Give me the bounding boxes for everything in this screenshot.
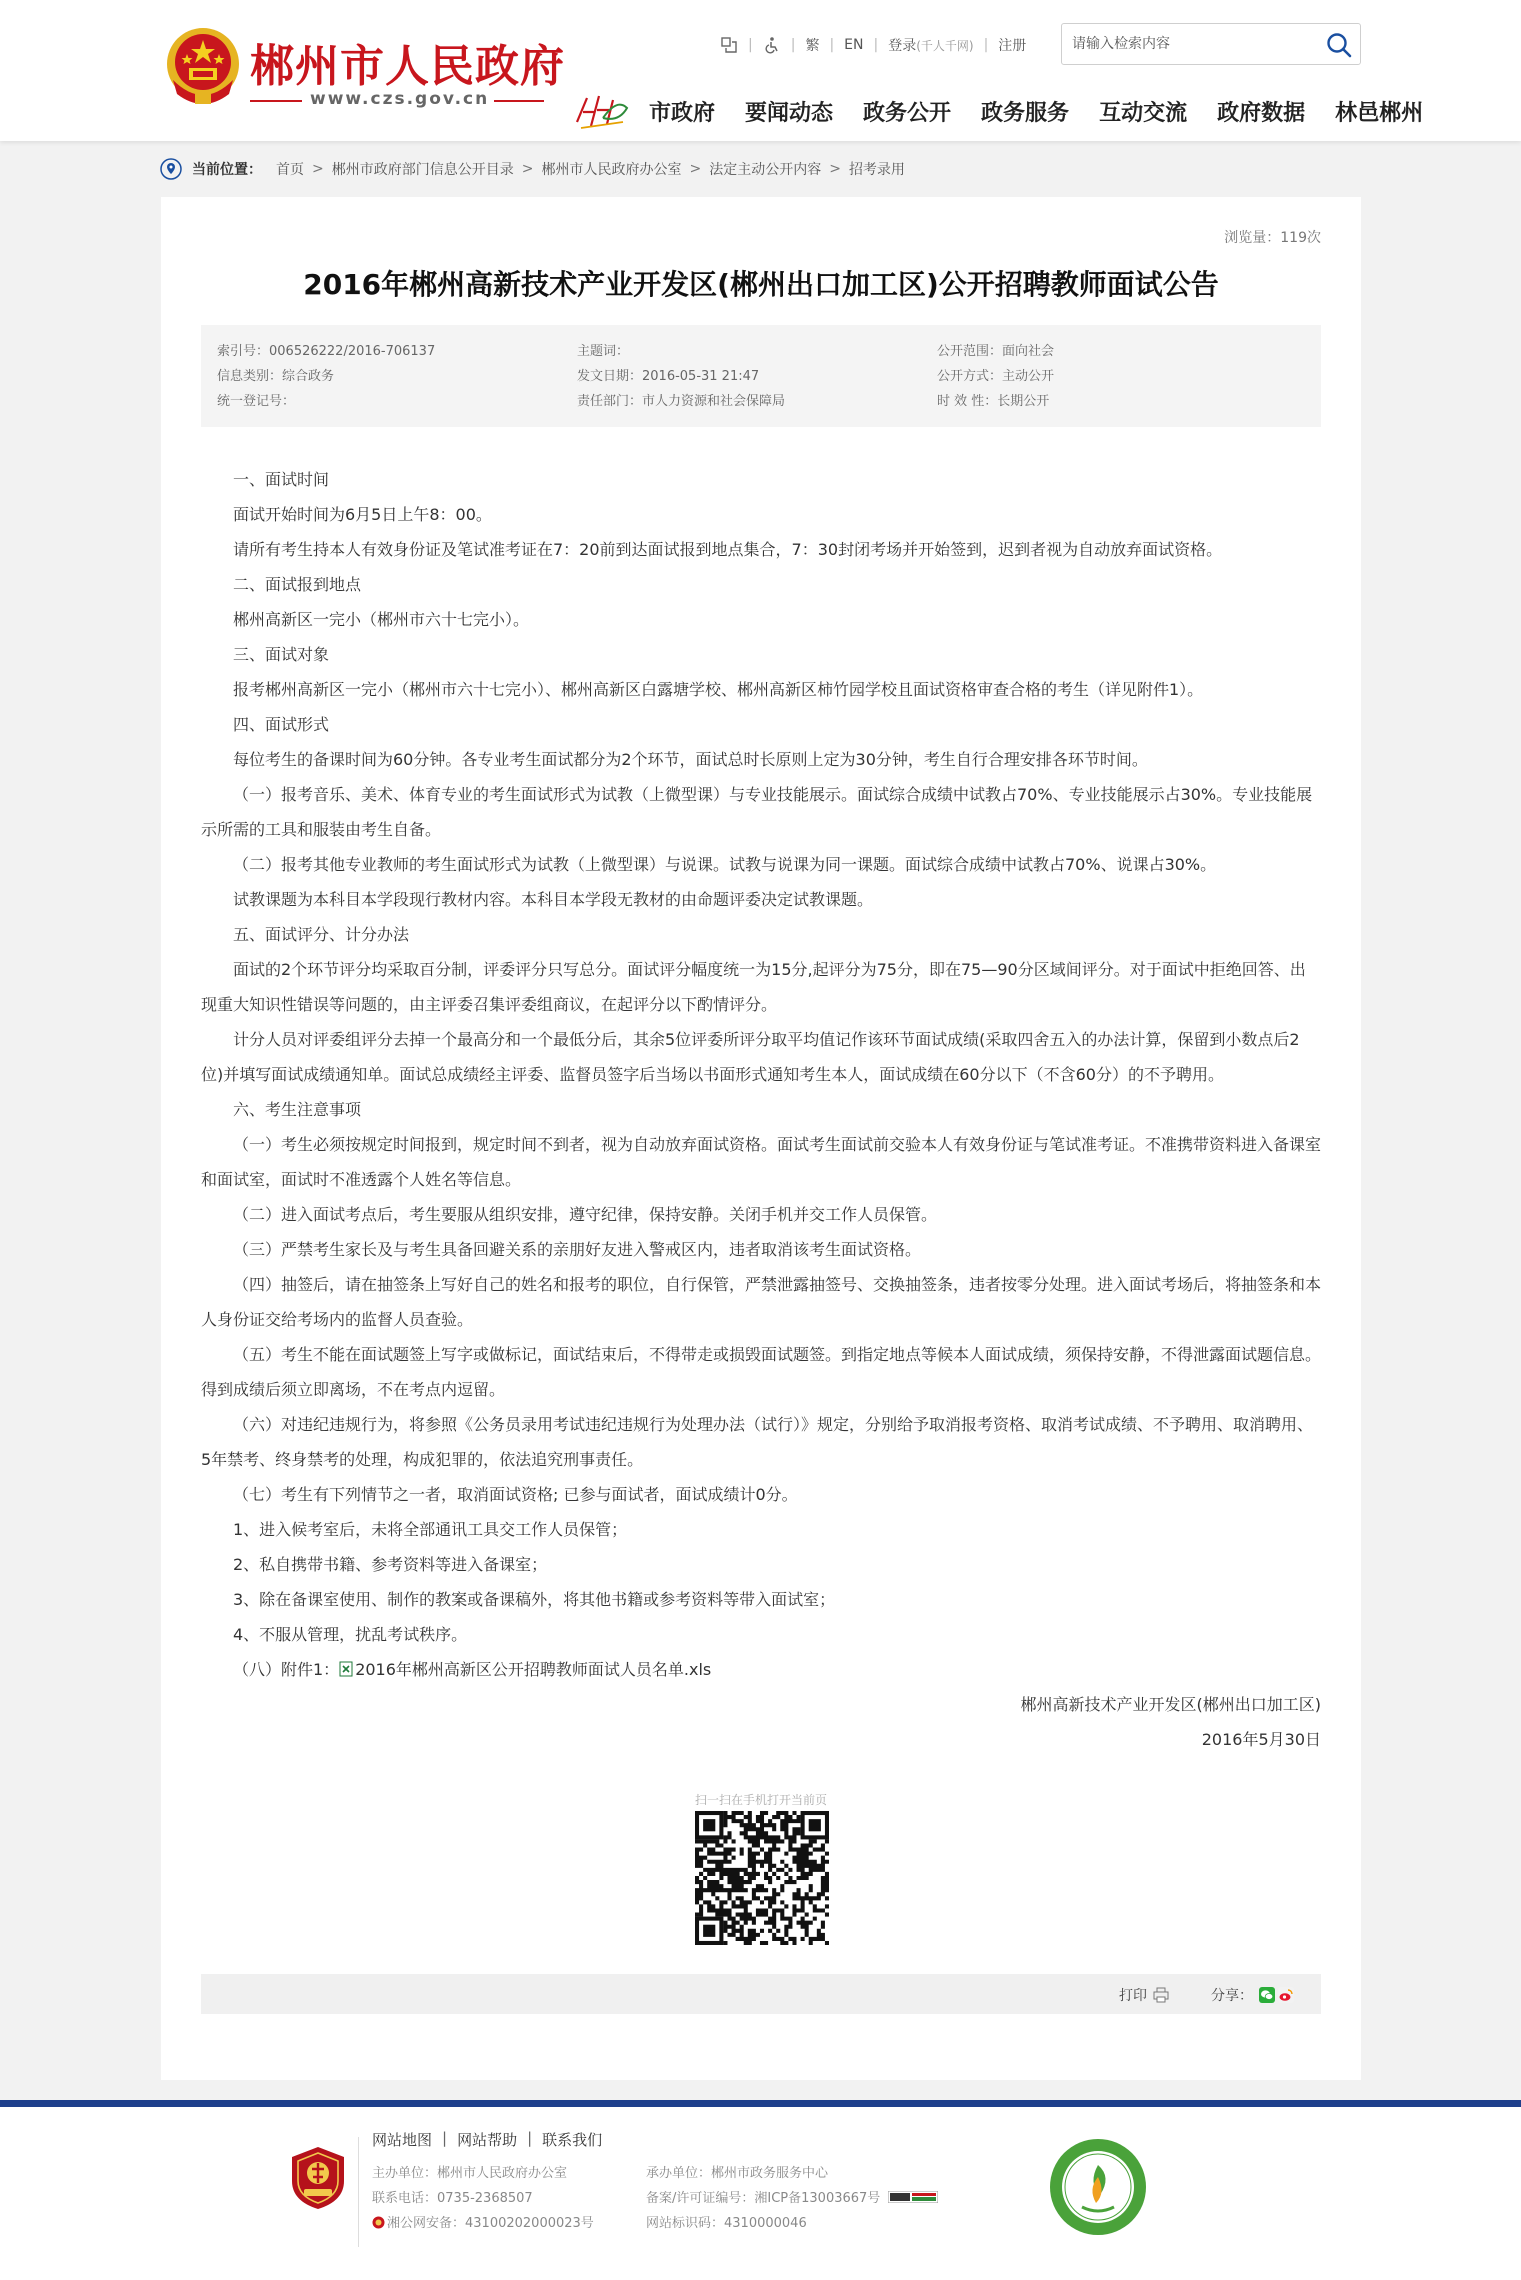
view-count: 浏览量：119次 (1224, 230, 1321, 246)
breadcrumb-office[interactable]: 郴州市人民政府办公室 (541, 162, 682, 178)
nav-item-linyi-chenzhou[interactable]: 林邑郴州 (1335, 101, 1424, 126)
breadcrumb-separator: > (312, 161, 324, 177)
top-tools (720, 34, 1026, 56)
meta-index-no: 索引号：006526222/2016-706137 (217, 344, 436, 359)
accessibility-mode-icon[interactable] (720, 36, 738, 54)
article-tools-bar (201, 1974, 1321, 2014)
list-item: 4、不服从管理，扰乱考试秩序。 (233, 1625, 468, 1644)
qr-caption: 扫一扫在手机打开当前页 (694, 1793, 827, 1807)
breadcrumb-disclosure[interactable]: 法定主动公开内容 (709, 162, 822, 178)
tools-separator: | (790, 37, 796, 53)
section-heading: 二、面试报到地点 (233, 575, 362, 594)
paragraph: （二）报考其他专业教师的考生面试形式为试教（上微型课）与说课。试教与说课为同一课题。面试综合成绩中试教占70%、说课占30%。 (233, 855, 1217, 874)
breadcrumb-separator: > (829, 161, 841, 177)
register-link[interactable]: 注册 (998, 38, 1027, 54)
article-body (201, 462, 1321, 1757)
meta-validity: 时 效 性：长期公开 (937, 394, 1050, 409)
qr-code-icon (695, 1811, 829, 1945)
meta-pub-date: 发文日期：2016-05-31 21:47 (577, 369, 760, 384)
footer-link-separator: | (527, 2129, 533, 2147)
footer-info-left (372, 2161, 594, 2236)
breadcrumb-recruitment[interactable]: 招考录用 (848, 162, 905, 178)
tools-separator: | (748, 37, 753, 53)
meta-method: 公开方式：主动公开 (937, 369, 1055, 384)
search-icon[interactable] (1326, 32, 1352, 58)
site-title[interactable]: 郴州市人民政府 (250, 41, 565, 92)
footer-undertaker: 承办单位：郴州市政务服务中心 (646, 2166, 829, 2181)
paragraph (201, 952, 1321, 1022)
nav-item-interaction[interactable]: 互动交流 (1099, 101, 1188, 126)
nav-item-government-data[interactable]: 政府数据 (1217, 101, 1306, 126)
nav-item-government-services[interactable]: 政务服务 (981, 101, 1070, 126)
footer-police[interactable]: 湘公网安备：43100202000023号 (387, 2216, 594, 2231)
paragraph: （三）严禁考生家长及与考生具备回避关系的亲朋好友进入警戒区内，违者取消该考生面试资格。 (233, 1240, 922, 1259)
print-button[interactable] (1119, 1985, 1169, 2005)
paragraph (201, 777, 1321, 847)
login-link[interactable]: 登录 (888, 38, 917, 54)
national-emblem-icon[interactable] (163, 24, 243, 108)
footer-link-contact[interactable]: 联系我们 (542, 2131, 603, 2149)
footer-police-line (372, 2211, 594, 2236)
paragraph-text: 面试的2个环节评分均采取百分制，评委评分只写总分。面试评分幅度统一为15分,起评分为75分，即在75—90分区域间评分。对于面试中拒绝回答、出现重大知识性错误等问题的，由主评委召集评委组商议，在起评分以下酌情评分。 (201, 960, 1306, 1014)
footer-link-separator: | (442, 2129, 448, 2147)
article-meta (201, 325, 1321, 427)
location-pin-icon (160, 158, 182, 180)
breadcrumb-separator: > (689, 161, 702, 177)
police-badge-icon (372, 2216, 385, 2229)
breadcrumb-home[interactable]: 首页 (276, 162, 304, 178)
signature-date: 2016年5月30日 (1201, 1730, 1321, 1749)
print-label: 打印 (1119, 1988, 1147, 2004)
attachment-prefix: （八）附件1： (233, 1660, 340, 1679)
site-url-block (250, 86, 544, 116)
paragraph-text: （六）对违纪违规行为，将参照《公务员录用考试违纪违规行为处理办法（试行）》规定，分别给予取消报考资格、取消考试成绩、不予聘用、取消聘用、5年禁考、终身禁考的处理，构成犯罪的，依法追究刑事责任。 (201, 1415, 1314, 1469)
meta-scope: 公开范围：面向社会 (937, 344, 1055, 359)
paragraph: 请所有考生持本人有效身份证及笔试准考证在7：20前到达面试报到地点集合，7：30封闭考场并开始签到，迟到者视为自动放弃面试资格。 (233, 540, 1223, 559)
search-box (1061, 23, 1361, 65)
section-heading: 一、面试时间 (233, 470, 330, 489)
attachment-line (201, 1652, 1321, 1687)
footer-link-sitemap[interactable]: 网站地图 (372, 2131, 433, 2149)
paragraph-text: 计分人员对评委组评分去掉一个最高分和一个最低分后，其余5位评委所评分取平均值记作该环节面试成绩(采取四舍五入的办法计算，保留到小数点后2位)并填写面试成绩通知单。面试总成绩经主评委、监督员签字后当场以书面形式通知考生本人，面试成绩在60分以下（不含60分）的不予聘用。 (201, 1030, 1300, 1084)
breadcrumb-label: 当前位置： (192, 162, 262, 178)
meta-column (937, 339, 1054, 414)
calligraphy-logo-icon (573, 92, 631, 130)
cnzz-stats-icon[interactable] (888, 2191, 938, 2203)
search-input[interactable] (1072, 32, 1312, 56)
tools-separator: | (829, 37, 835, 53)
nav-item-government-affairs[interactable]: 政务公开 (863, 101, 952, 126)
paragraph (201, 1022, 1321, 1092)
footer-links (372, 2129, 602, 2150)
signature-org: 郴州高新技术产业开发区(郴州出口加工区) (1020, 1695, 1321, 1714)
civilization-city-badge-icon[interactable] (1048, 2137, 1148, 2237)
meta-dept: 责任部门：市人力资源和社会保障局 (577, 394, 786, 409)
paragraph-text: （一）考生必须按规定时间报到，规定时间不到者，视为自动放弃面试资格。面试考生面试前交验本人有效身份证与笔试准考证。不准携带资料进入备课室和面试室，面试时不准透露个人姓名等信息。 (201, 1135, 1322, 1189)
paragraph: （七）考生有下列情节之一者，取消面试资格; 已参与面试者，面试成绩计0分。 (233, 1485, 798, 1504)
list-item: 1、进入候考室后，未将全部通讯工具交工作人员保管； (233, 1520, 628, 1539)
party-organ-badge-icon[interactable] (290, 2145, 346, 2211)
footer-icp[interactable]: 备案/许可证编号：湘ICP备13003667号 (646, 2191, 881, 2206)
footer-top-line (0, 2100, 1521, 2107)
list-item: 2、私自携带书籍、参考资料等进入备课室； (233, 1555, 548, 1574)
paragraph (201, 1407, 1321, 1477)
footer-divider (358, 2137, 359, 2247)
paragraph: （二）进入面试考点后，考生要服从组织安排，遵守纪律，保持安静。关闭手机并交工作人员保管。 (233, 1205, 938, 1224)
site-footer (0, 2107, 1521, 2280)
meta-reg-no: 统一登记号： (217, 394, 296, 409)
tools-separator: | (983, 37, 989, 53)
footer-site-code: 网站标识码：4310000046 (646, 2216, 807, 2231)
tools-separator: | (873, 37, 879, 53)
main-nav (649, 96, 1423, 127)
weibo-icon[interactable] (1278, 1987, 1294, 2003)
nav-item-news[interactable]: 要闻动态 (745, 101, 834, 126)
traditional-chinese-link[interactable]: 繁 (805, 38, 820, 54)
meta-info-category: 信息类别：综合政务 (217, 369, 335, 384)
article-title: 2016年郴州高新技术产业开发区(郴州出口加工区)公开招聘教师面试公告 (303, 268, 1219, 301)
breadcrumb (160, 158, 905, 180)
meta-subject: 主题词： (577, 344, 630, 359)
english-link[interactable]: EN (844, 37, 864, 53)
url-left-line (250, 100, 302, 102)
section-heading: 四、面试形式 (233, 715, 330, 734)
paragraph-text: （一）报考音乐、美术、体育专业的考生面试形式为试教（上微型课）与专业技能展示。面试综合成绩中试教占70%、专业技能展示占30%。专业技能展示所需的工具和服装由考生自备。 (201, 785, 1313, 839)
breadcrumb-separator: > (521, 161, 534, 177)
meta-column (577, 339, 785, 414)
excel-file-icon (339, 1661, 353, 1677)
footer-phone: 联系电话：0735-2368507 (372, 2191, 533, 2206)
site-header (0, 0, 1521, 141)
attachment-link[interactable]: 2016年郴州高新区公开招聘教师面试人员名单.xls (355, 1660, 712, 1679)
footer-host: 主办单位：郴州市人民政府办公室 (372, 2166, 568, 2181)
paragraph (201, 1267, 1321, 1337)
section-heading: 六、考生注意事项 (233, 1100, 362, 1119)
article-card (161, 197, 1361, 2080)
footer-icp-line (646, 2186, 938, 2211)
section-heading: 三、面试对象 (233, 645, 330, 664)
nav-item-city-government[interactable]: 市政府 (649, 101, 716, 126)
paragraph: 试教课题为本科目本学段现行教材内容。本科目本学段无教材的由命题评委决定试教课题。 (233, 890, 874, 909)
share-group (1211, 1985, 1294, 2005)
paragraph: 郴州高新区一完小（郴州市六十七完小）。 (233, 610, 530, 629)
paragraph (201, 1127, 1321, 1197)
site-url: www.czs.gov.cn (310, 89, 490, 109)
breadcrumb-catalog[interactable]: 郴州市政府部门信息公开目录 (331, 162, 514, 178)
section-heading: 五、面试评分、计分办法 (233, 925, 410, 944)
paragraph-text: （四）抽签后，请在抽签条上写好自己的姓名和报考的职位，自行保管，严禁泄露抽签号、交换抽签条，违者按零分处理。进入面试考场后，将抽签条和本人身份证交给考场内的监督人员查验。 (201, 1275, 1322, 1329)
login-note: (千人千网) (916, 38, 974, 53)
footer-info-right (646, 2161, 938, 2236)
footer-link-help[interactable]: 网站帮助 (457, 2131, 518, 2149)
meta-column (217, 339, 435, 414)
wechat-icon[interactable] (1259, 1987, 1275, 2003)
paragraph: 报考郴州高新区一完小（郴州市六十七完小）、郴州高新区白露塘学校、郴州高新区柿竹园学校且面试资格审查合格的考生（详见附件1）。 (233, 680, 1204, 699)
paragraph: 面试开始时间为6月5日上午8：00。 (233, 505, 492, 524)
paragraph (201, 1337, 1321, 1407)
list-item: 3、除在备课室使用、制作的教案或备课稿外，将其他书籍或参考资料等带入面试室； (233, 1590, 836, 1609)
url-right-line (494, 100, 544, 102)
printer-icon (1153, 1987, 1169, 2003)
share-label: 分享： (1211, 1988, 1253, 2004)
wheelchair-icon[interactable] (763, 36, 781, 54)
paragraph-text: （五）考生不能在面试题签上写字或做标记，面试结束后，不得带走或损毁面试题签。到指定地点等候本人面试成绩，须保持安静，不得泄露面试题信息。得到成绩后须立即离场，不在考点内逗留。 (201, 1345, 1322, 1399)
paragraph: 每位考生的备课时间为60分钟。各专业考生面试都分为2个环节，面试总时长原则上定为30分钟，考生自行合理安排各环节时间。 (233, 750, 1148, 769)
